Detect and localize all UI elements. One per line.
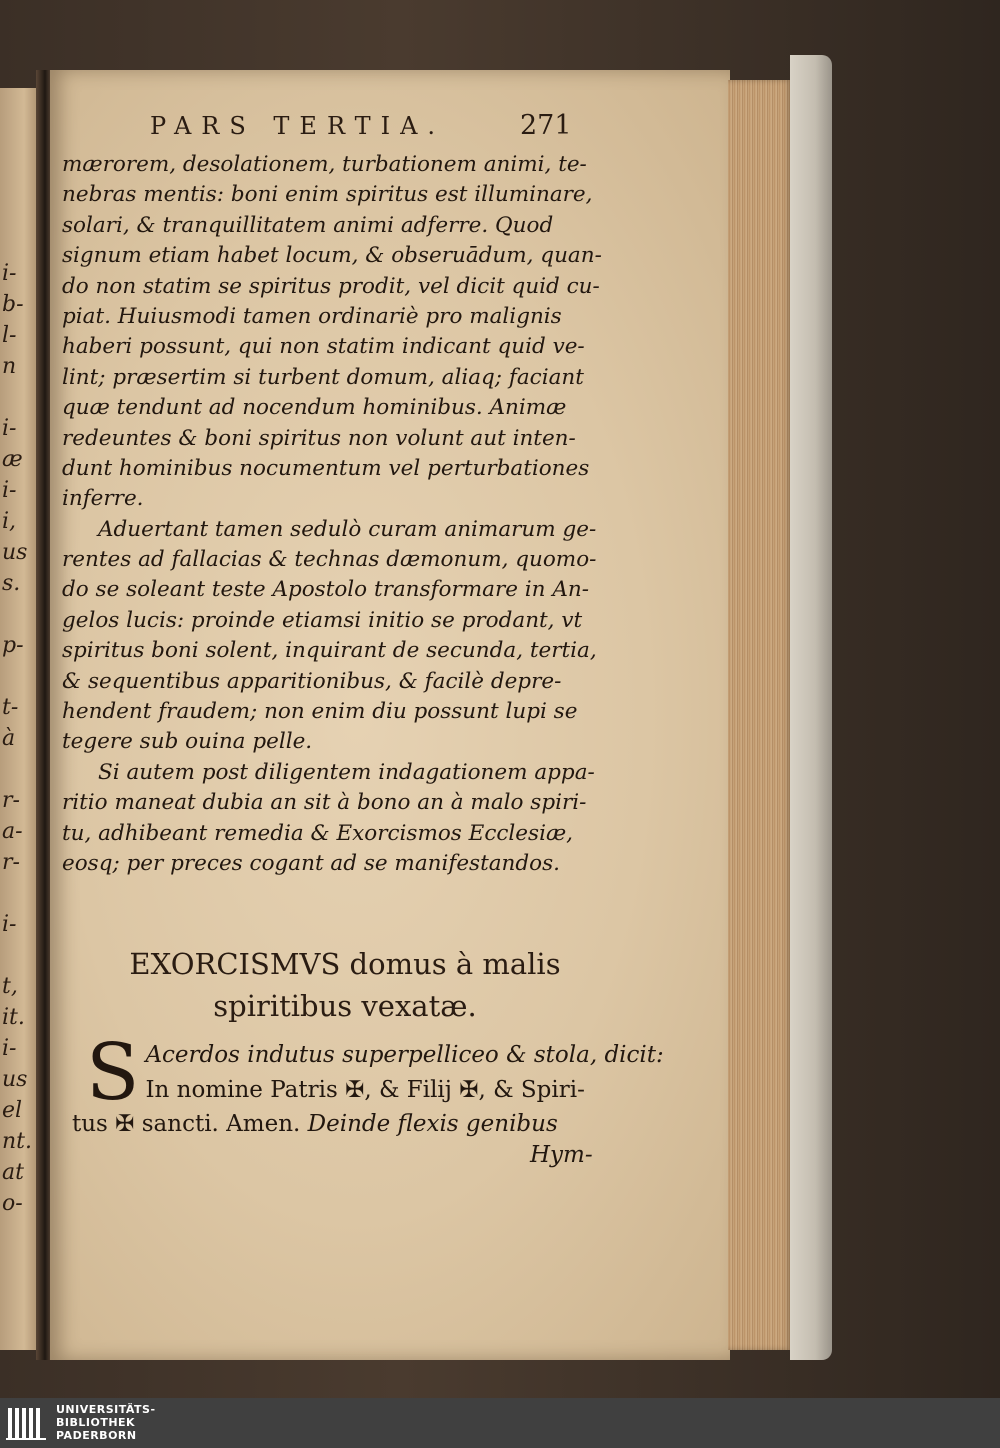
text-line: redeuntes & boni spiritus non volunt aut inten- [62, 425, 576, 451]
fragment-line [0, 599, 40, 630]
library-name-line: PADERBORN [56, 1429, 137, 1442]
fragment-line [0, 382, 40, 413]
drop-cap: S [86, 1028, 140, 1118]
fragment-line: à [2, 726, 16, 751]
text-line: tu, adhibeant remedia & Exorcismos Ecclesiæ, [62, 820, 573, 846]
text-line: hendent fraudem; non enim diu possunt lupi se [62, 699, 578, 725]
text-line: eosq; per preces cogant ad se manifestandos. [62, 850, 560, 876]
exorcism-line: In nomine Patris ✠, & Filij ✠, & Spiri- [145, 1076, 585, 1103]
fragment-line: t, [2, 974, 18, 999]
fragment-line [0, 878, 40, 909]
body-text [62, 150, 602, 879]
fragment-line: at [2, 1160, 24, 1185]
fragment-line: t- [2, 695, 19, 720]
heading-line-2: spiritibus vexatæ. [213, 989, 477, 1023]
exorcism-line-part: tus ✠ sancti. Amen. [72, 1111, 301, 1137]
text-line: signum etiam habet locum, & obseruādum, quan- [62, 243, 602, 269]
book-cover-board [790, 55, 832, 1360]
facing-page-fragment [0, 88, 40, 1350]
text-line: piat. Huiusmodi tamen ordinariè pro malignis [62, 303, 562, 329]
fragment-line: i- [2, 416, 17, 441]
text-line: quæ tendunt ad nocendum hominibus. Animæ [62, 395, 567, 421]
fragment-line: n [2, 354, 17, 379]
fragment-line [0, 940, 40, 971]
fragment-line: æ [2, 447, 23, 472]
page-number: 271 [520, 110, 572, 141]
exorcism-text [72, 1028, 664, 1142]
text-line: dunt hominibus nocumentum vel perturbationes [62, 455, 590, 481]
fragment-line: r- [2, 788, 20, 813]
fragment-line: i- [2, 478, 17, 503]
fragment-line: i- [2, 1036, 17, 1061]
text-line: nebras mentis: boni enim spiritus est illuminare, [62, 182, 593, 208]
fragment-line: us [2, 1067, 28, 1092]
exorcism-line [72, 1107, 612, 1142]
text-line: inferre. [62, 486, 144, 512]
fragment-line: us [2, 540, 28, 565]
text-line: Si autem post diligentem indagationem appa- [98, 759, 595, 785]
fragment-line: nt. [2, 1129, 33, 1154]
exorcism-line: Acerdos indutus superpelliceo & stola, dicit: [145, 1042, 664, 1068]
text-line: do se soleant teste Apostolo transformare in An- [62, 577, 589, 603]
fragment-line: r- [2, 850, 20, 875]
fragment-line: p- [2, 633, 24, 658]
catchword: Hym- [530, 1142, 593, 1168]
library-logo-icon [6, 1404, 46, 1442]
text-line: Aduertant tamen sedulò curam animarum ge- [98, 516, 597, 542]
text-line: lint; præsertim si turbent domum, aliaq; faciant [62, 364, 584, 390]
text-line: mærorem, desolationem, turbationem animi, te- [62, 152, 587, 177]
library-name [56, 1403, 156, 1442]
fragment-line: o- [2, 1191, 23, 1216]
fragment-line: i, [2, 509, 17, 534]
text-line: gelos lucis: proinde etiamsi initio se prodant, vt [62, 607, 583, 633]
text-line: rentes ad fallacias & technas dæmonum, quomo- [62, 547, 597, 573]
text-line: & sequentibus apparitionibus, & facilè depre- [62, 668, 562, 694]
fragment-line: l- [2, 323, 17, 348]
fragment-line [0, 661, 40, 692]
facing-page-text-fragments [0, 258, 40, 1219]
fragment-line: i- [2, 912, 17, 937]
library-name-line: UNIVERSITÄTS- [56, 1403, 156, 1416]
running-head: PARS TERTIA. [150, 112, 446, 140]
library-name-line: BIBLIOTHEK [56, 1416, 136, 1429]
text-line: spiritus boni solent, inquirant de secunda, tertia, [62, 638, 597, 664]
fragment-line: it. [2, 1005, 25, 1030]
text-line: do non statim se spiritus prodit, vel dicit quid cu- [62, 273, 600, 299]
heading-line-1: EXORCISMVS domus à malis [129, 947, 561, 981]
text-line: solari, & tranquillitatem animi adferre. Quod [62, 212, 554, 238]
section-heading [70, 943, 620, 1027]
page-fore-edge [728, 80, 792, 1350]
fragment-line: s. [2, 571, 21, 596]
fragment-line: i- [2, 261, 17, 286]
exorcism-line-part: Deinde flexis genibus [307, 1111, 558, 1137]
fragment-line: b- [2, 292, 24, 317]
fragment-line: a- [2, 819, 23, 844]
text-line: tegere sub ouina pelle. [62, 729, 313, 755]
text-line: ritio maneat dubia an sit à bono an à malo spiri- [62, 790, 587, 816]
fragment-line [0, 754, 40, 785]
fragment-line: el [2, 1098, 23, 1123]
text-line: haberi possunt, qui non statim indicant quid ve- [62, 334, 585, 360]
library-footer [0, 1398, 1000, 1448]
